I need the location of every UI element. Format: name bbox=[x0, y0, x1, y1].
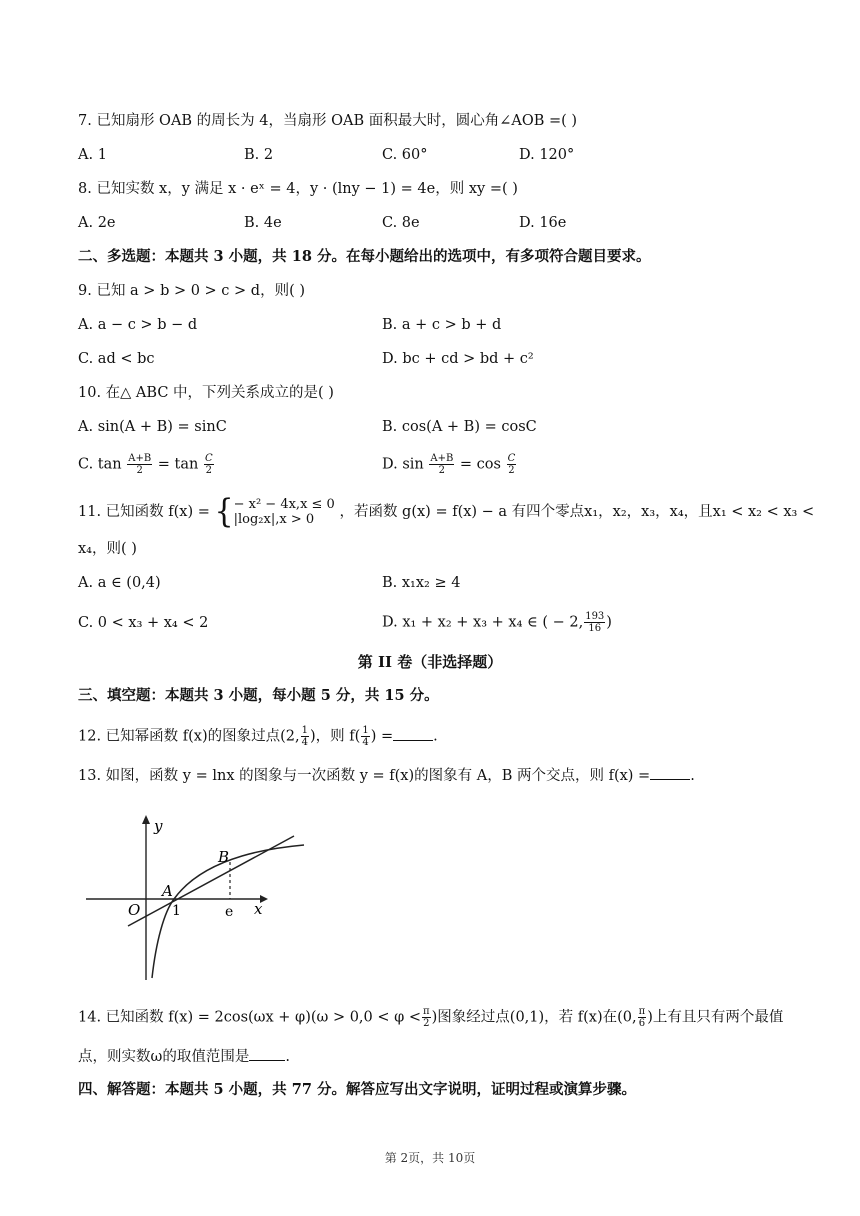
question-9-option-b: B. a + c > b + d bbox=[382, 317, 502, 333]
fraction-a-plus-b-over-2 bbox=[127, 453, 152, 476]
label-point-a: A bbox=[162, 882, 173, 900]
fraction-pi-over-6 bbox=[638, 1006, 647, 1029]
q14-part-a: 14. 已知函数 f(x) = 2cos(ωx + φ)(ω > 0,0 < φ < bbox=[78, 1009, 422, 1026]
fraction-denominator: 4 bbox=[362, 737, 369, 748]
fraction-denominator: 2 bbox=[423, 1018, 430, 1029]
fraction-1-over-4 bbox=[301, 725, 309, 748]
q14-part-b: )图象经过点(0,1)，若 f(x)在(0, bbox=[431, 1009, 637, 1026]
fraction-denominator: 2 bbox=[508, 465, 515, 476]
question-8-option-d: D. 16e bbox=[519, 215, 567, 231]
q13-text: 13. 如图，函数 y = lnx 的图象与一次函数 y = f(x)的图象有 A，B 两个交点，则 f(x) = bbox=[78, 768, 651, 784]
option-c-text: C. tan bbox=[78, 456, 122, 473]
section-fill-in-heading: 三、填空题：本题共 3 小题，每小题 5 分，共 15 分。 bbox=[78, 687, 439, 704]
question-7-stem: 7. 已知扇形 OAB 的周长为 4，当扇形 OAB 面积最大时，圆心角∠AOB =( ) bbox=[78, 113, 578, 129]
question-8-stem: 8. 已知实数 x，y 满足 x · eˣ = 4，y · (lny − 1) = 4e，则 xy =( ) bbox=[78, 181, 518, 197]
piecewise-definition bbox=[234, 497, 335, 527]
question-11-stem bbox=[78, 492, 815, 531]
question-11-option-c: C. 0 < x₃ + x₄ < 2 bbox=[78, 615, 209, 631]
fraction-numerator: π bbox=[638, 1006, 646, 1017]
question-11-option-d bbox=[382, 611, 612, 634]
question-13-stem bbox=[78, 765, 695, 786]
question-7-option-a: A. 1 bbox=[78, 147, 107, 163]
q12-part-c: ) = bbox=[370, 728, 394, 745]
question-14-stem-line-2 bbox=[78, 1046, 290, 1067]
answer-blank bbox=[650, 765, 690, 780]
q13-end: . bbox=[690, 768, 695, 784]
section-solution-heading: 四、解答题：本题共 5 小题，共 77 分。解答应写出文字说明，证明过程或演算步骤。 bbox=[78, 1081, 636, 1098]
q12-part-a: 12. 已知幂函数 f(x)的图象过点(2, bbox=[78, 728, 300, 745]
question-8-option-b: B. 4e bbox=[244, 215, 282, 231]
fraction-denominator: 2 bbox=[438, 465, 446, 476]
fraction-1-over-4 bbox=[361, 725, 369, 748]
q12-part-d: . bbox=[433, 728, 438, 745]
question-12-stem bbox=[78, 725, 438, 748]
q14-line-2-text: 点，则实数ω的取值范围是 bbox=[78, 1049, 250, 1065]
linear-function-line bbox=[128, 836, 294, 926]
question-7-option-b: B. 2 bbox=[244, 147, 274, 163]
left-brace-symbol: { bbox=[214, 492, 234, 531]
question-7-option-c: C. 60° bbox=[382, 147, 428, 163]
label-tick-e: e bbox=[225, 904, 234, 920]
question-9-option-a: A. a − c > b − d bbox=[78, 317, 198, 333]
q11-prefix: 11. 已知函数 f(x) = bbox=[78, 504, 210, 520]
question-11-stem-line-2: x₄，则( ) bbox=[78, 541, 137, 557]
question-10-stem: 10. 在△ ABC 中，下列关系成立的是( ) bbox=[78, 385, 334, 401]
fraction-denominator: 2 bbox=[136, 465, 143, 476]
fraction-numerator: C bbox=[507, 453, 516, 464]
question-9-stem: 9. 已知 a > b > 0 > c > d，则( ) bbox=[78, 283, 306, 299]
equals-cos: = cos bbox=[459, 456, 501, 473]
fraction-denominator: 4 bbox=[301, 737, 309, 748]
label-x: x bbox=[254, 900, 263, 918]
fraction-numerator: π bbox=[423, 1006, 430, 1017]
question-10-option-c bbox=[78, 453, 215, 476]
fraction-c-over-2 bbox=[204, 453, 214, 476]
answer-blank bbox=[249, 1046, 285, 1061]
option-d-text: D. sin bbox=[382, 456, 424, 473]
fraction-denominator: 16 bbox=[588, 623, 602, 634]
y-axis-arrow-icon bbox=[142, 815, 150, 824]
fraction-c-over-2 bbox=[507, 453, 517, 476]
question-10-option-d bbox=[382, 453, 517, 476]
question-11-option-b: B. x₁x₂ ≥ 4 bbox=[382, 575, 461, 591]
fraction-numerator: A+B bbox=[430, 453, 454, 464]
section-multiple-choice-heading: 二、多选题：本题共 3 小题，共 18 分。在每小题给出的选项中，有多项符合题目要求。 bbox=[78, 248, 651, 265]
q13-graph-figure bbox=[82, 812, 312, 982]
fraction-numerator: A+B bbox=[128, 453, 152, 464]
label-y: y bbox=[154, 817, 163, 835]
fraction-numerator: 1 bbox=[362, 725, 369, 736]
fraction-pi-over-2 bbox=[422, 1006, 431, 1029]
question-9-option-c: C. ad < bc bbox=[78, 351, 155, 367]
q12-part-b: )，则 f( bbox=[310, 728, 361, 745]
question-14-stem bbox=[78, 1006, 783, 1029]
close-paren: ) bbox=[606, 614, 612, 631]
equals-tan: = tan bbox=[157, 456, 199, 473]
fraction-denominator: 2 bbox=[205, 465, 212, 476]
fraction-numerator: C bbox=[204, 453, 213, 464]
answer-blank bbox=[393, 726, 433, 741]
q14-part-c: )上有且只有两个最值 bbox=[647, 1009, 784, 1026]
piece-1: − x² − 4x,x ≤ 0 bbox=[233, 497, 335, 512]
page-footer: 第 2页，共 10页 bbox=[384, 1151, 476, 1165]
question-8-option-a: A. 2e bbox=[78, 215, 116, 231]
question-8-option-c: C. 8e bbox=[382, 215, 420, 231]
question-11-option-a: A. a ∈ (0,4) bbox=[78, 575, 161, 591]
option-d-text: D. x₁ + x₂ + x₃ + x₄ ∈ ( − 2, bbox=[382, 614, 584, 631]
question-7-option-d: D. 120° bbox=[519, 147, 575, 163]
label-point-b: B bbox=[218, 848, 230, 866]
fraction-numerator: 193 bbox=[585, 611, 605, 622]
fraction-denominator: 6 bbox=[638, 1018, 646, 1029]
question-10-option-a: A. sin(A + B) = sinC bbox=[78, 419, 227, 435]
q14-end: . bbox=[285, 1049, 290, 1065]
label-origin: O bbox=[128, 901, 141, 919]
label-tick-1: 1 bbox=[172, 903, 181, 919]
part-2-title: 第 II 卷（非选择题） bbox=[357, 653, 503, 671]
question-9-option-d: D. bc + cd > bd + c² bbox=[382, 351, 534, 367]
q11-suffix: ，若函数 g(x) = f(x) − a 有四个零点x₁，x₂，x₃，x₄，且x₁ < x₂ < x₃ < bbox=[339, 504, 815, 520]
piece-2: |log₂x|,x > 0 bbox=[233, 512, 315, 527]
fraction-a-plus-b-over-2 bbox=[429, 453, 454, 476]
fraction-numerator: 1 bbox=[301, 725, 309, 736]
fraction-193-over-16 bbox=[584, 611, 605, 634]
question-10-option-b: B. cos(A + B) = cosC bbox=[382, 419, 537, 435]
